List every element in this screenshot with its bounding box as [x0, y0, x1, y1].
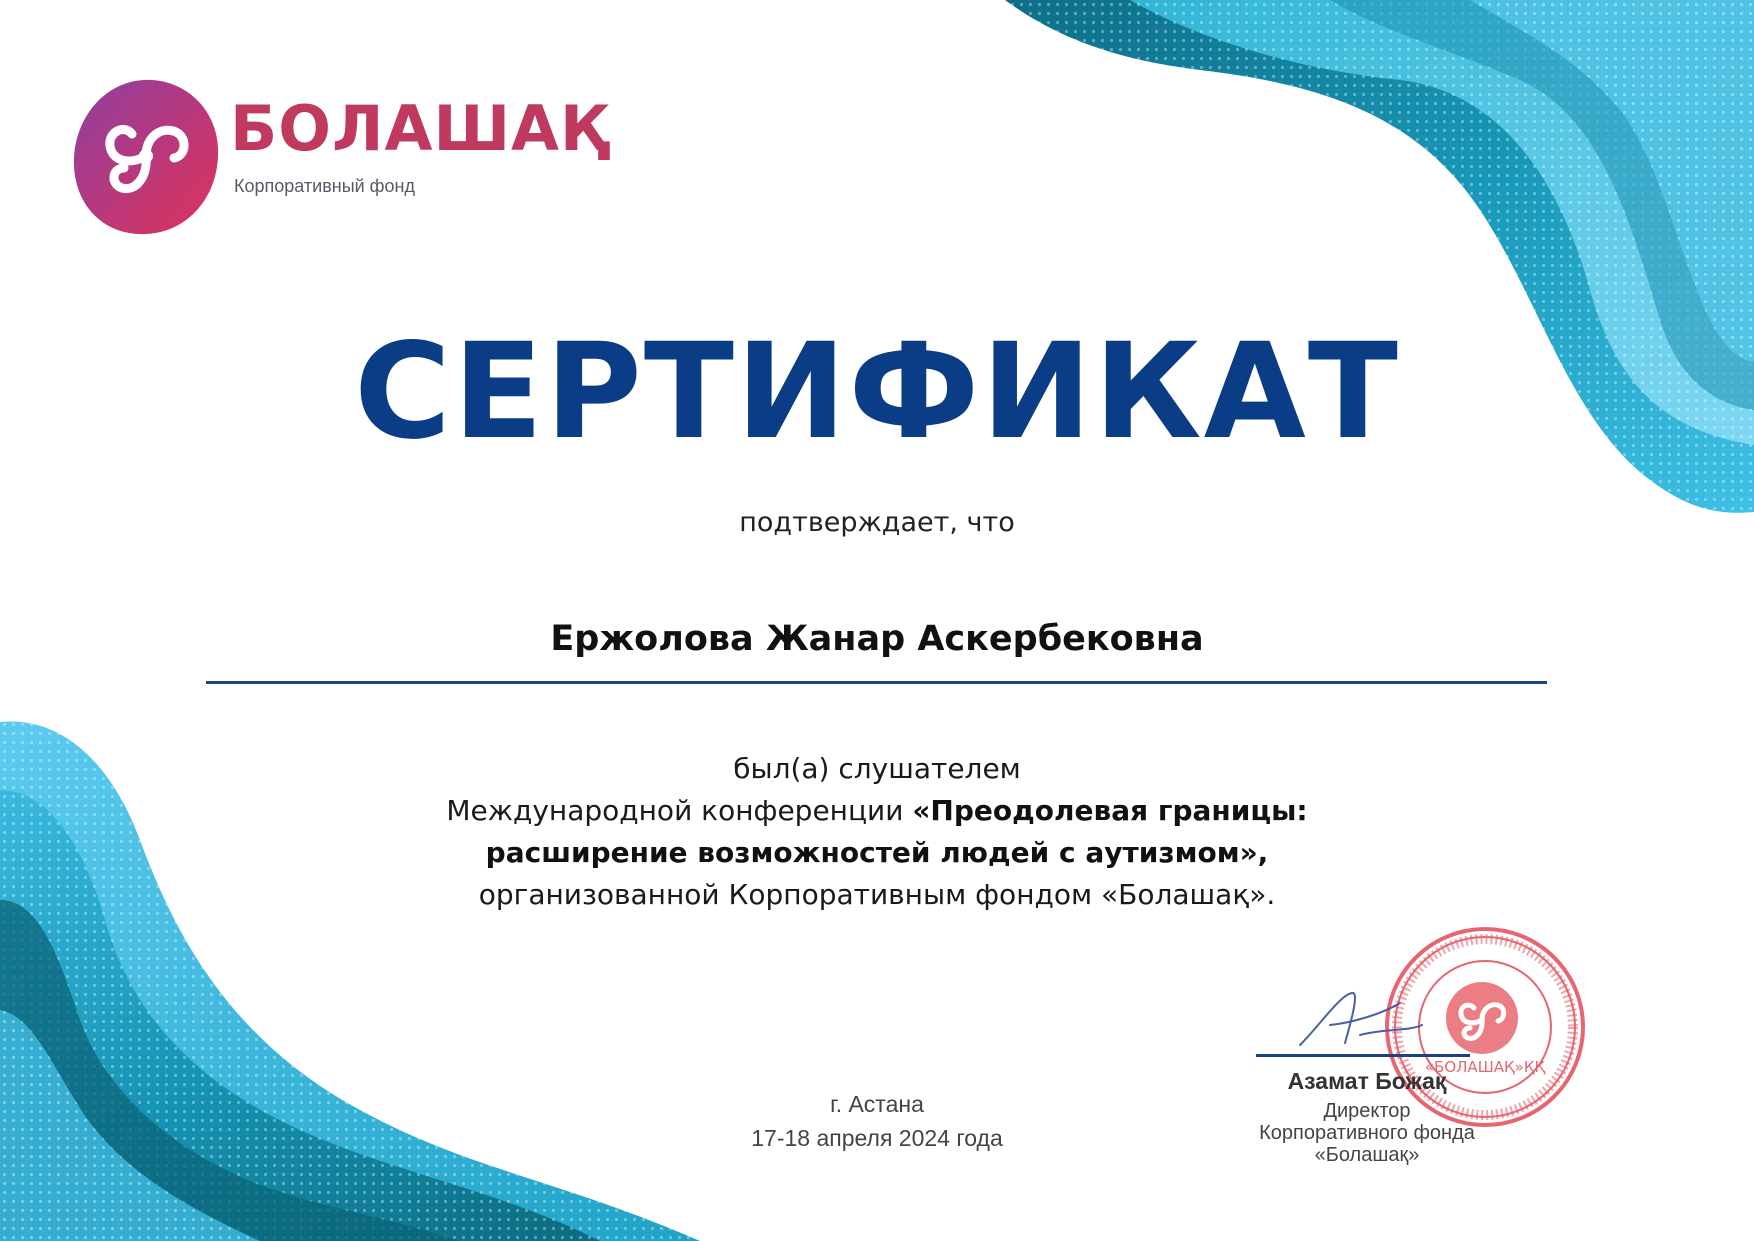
signer-role-line-1: Директор — [1323, 1100, 1411, 1122]
body-line-1: был(а) слушателем — [733, 752, 1021, 785]
conference-label: Международной конференции — [446, 794, 913, 827]
certificate-body — [0, 748, 1754, 916]
stamp-text: «БОЛАШАҚ»ҚҚ — [1424, 1058, 1546, 1076]
recipient-underline — [206, 681, 1547, 684]
signature-line — [1256, 1054, 1470, 1057]
signer-block — [1236, 1066, 1498, 1166]
event-city: г. Астана — [830, 1091, 924, 1117]
signer-role — [1236, 1100, 1498, 1166]
handwritten-signature — [1290, 985, 1430, 1055]
brand-subtitle: Корпоративный фонд — [234, 176, 415, 196]
signer-role-line-2: Корпоративного фонда — [1259, 1122, 1475, 1144]
body-line-3 — [0, 832, 1754, 874]
brand-logo — [72, 76, 632, 246]
confirms-text: подтверждает, что — [739, 507, 1015, 538]
triskelion-logo-icon — [72, 76, 220, 236]
brand-name: БОЛАШАҚ — [230, 92, 610, 165]
conference-title-part-2: расширение возможностей людей с аутизмом», — [485, 836, 1269, 869]
conference-title-part-1: «Преодолевая границы: — [912, 794, 1308, 827]
signer-name: Азамат Божақ — [1287, 1068, 1447, 1094]
body-line-4: организованной Корпоративным фондом «Болашақ». — [478, 878, 1276, 911]
certificate-title: СЕРТИФИКАТ — [354, 315, 1400, 469]
body-line-2 — [0, 790, 1754, 832]
recipient-name: Ержолова Жанар Аскербековна — [550, 619, 1204, 659]
event-date: 17-18 апреля 2024 года — [751, 1125, 1003, 1151]
signer-role-line-3: «Болашақ» — [1314, 1144, 1420, 1166]
